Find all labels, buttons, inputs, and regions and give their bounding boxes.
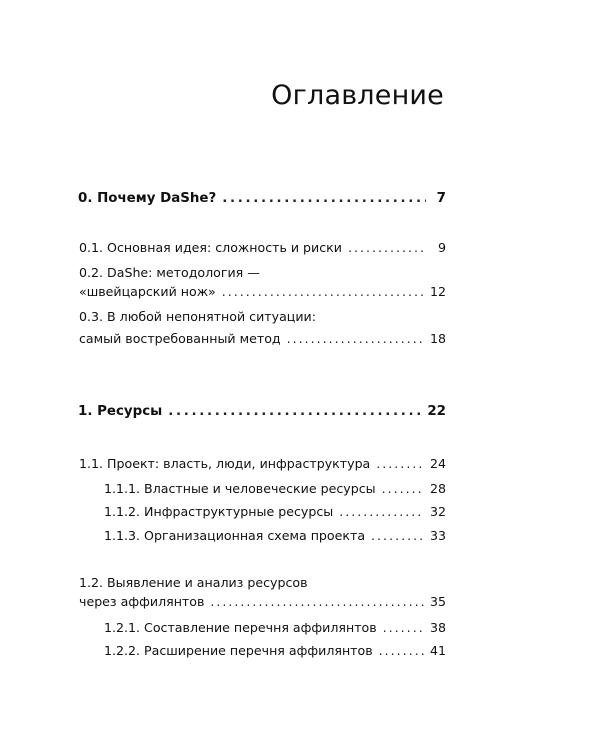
dot-leader xyxy=(382,481,424,497)
toc-entry-chapter-0[interactable] xyxy=(78,191,446,207)
dot-leader xyxy=(383,620,424,636)
dot-leader xyxy=(210,594,424,610)
toc-entry-page: 35 xyxy=(429,594,446,609)
dot-leader xyxy=(222,284,424,300)
toc-entry-title: 1.1. Проект: власть, люди, инфраструктура xyxy=(79,456,371,471)
toc-entry-0-2-line1: 0.2. DaShe: методология — xyxy=(79,265,260,280)
toc-entry-chapter-1[interactable] xyxy=(78,404,446,420)
toc-entry-page: 18 xyxy=(429,331,446,346)
dot-leader xyxy=(168,404,421,420)
toc-entry-0-3-line1: 0.3. В любой непонятной ситуации: xyxy=(79,309,316,324)
dot-leader xyxy=(371,528,424,544)
toc-entry-page: 33 xyxy=(429,528,446,543)
toc-entry-title: самый востребованный метод xyxy=(79,331,281,346)
toc-entry-title: 1.1.2. Инфраструктурные ресурсы xyxy=(104,504,334,519)
page-title: Оглавление xyxy=(271,80,444,111)
toc-entry-page: 28 xyxy=(429,481,446,496)
toc-entry-title: 1. Ресурсы xyxy=(78,404,163,419)
toc-entry-page: 22 xyxy=(427,404,446,419)
toc-entry-title: 1.1.3. Организационная схема проекта xyxy=(104,528,366,543)
toc-entry-page: 24 xyxy=(429,456,446,471)
dot-leader xyxy=(222,191,426,207)
toc-entry-title: «швейцарский нож» xyxy=(79,284,216,299)
toc-entry-0-2[interactable] xyxy=(79,284,446,300)
toc-entry-title: 1.2.2. Расширение перечня аффилянтов xyxy=(104,643,373,658)
toc-entry-1-2-line1: 1.2. Выявление и анализ ресурсов xyxy=(79,575,308,590)
toc-entry-title: 1.2.1. Составление перечня аффилянтов xyxy=(104,620,377,635)
toc-entry-1-1-1[interactable] xyxy=(104,481,446,497)
toc-entry-page: 38 xyxy=(429,620,446,635)
toc-entry-1-1-2[interactable] xyxy=(104,504,446,520)
toc-entry-title: 0.1. Основная идея: сложность и риски xyxy=(79,240,342,255)
dot-leader xyxy=(379,643,424,659)
toc-entry-page: 9 xyxy=(437,240,446,255)
toc-entry-0-3[interactable] xyxy=(79,331,446,347)
dot-leader xyxy=(376,456,424,472)
dot-leader xyxy=(339,504,424,520)
dot-leader xyxy=(348,240,426,256)
toc-entry-page: 41 xyxy=(429,643,446,658)
toc-entry-1-2-1[interactable] xyxy=(104,620,446,636)
toc-entry-1-1-3[interactable] xyxy=(104,528,446,544)
dot-leader xyxy=(287,331,424,347)
toc-entry-page: 32 xyxy=(429,504,446,519)
toc-entry-1-2-2[interactable] xyxy=(104,643,446,659)
toc-entry-1-1[interactable] xyxy=(79,456,446,472)
toc-entry-0-1[interactable] xyxy=(79,240,446,256)
toc-entry-page: 12 xyxy=(429,284,446,299)
toc-entry-title: 0. Почему DaShe? xyxy=(78,191,217,206)
toc-entry-title: 1.1.1. Властные и человеческие ресурсы xyxy=(104,481,376,496)
toc-entry-title: через аффилянтов xyxy=(79,594,205,609)
toc-entry-1-2[interactable] xyxy=(79,594,446,610)
toc-entry-page: 7 xyxy=(436,191,446,206)
